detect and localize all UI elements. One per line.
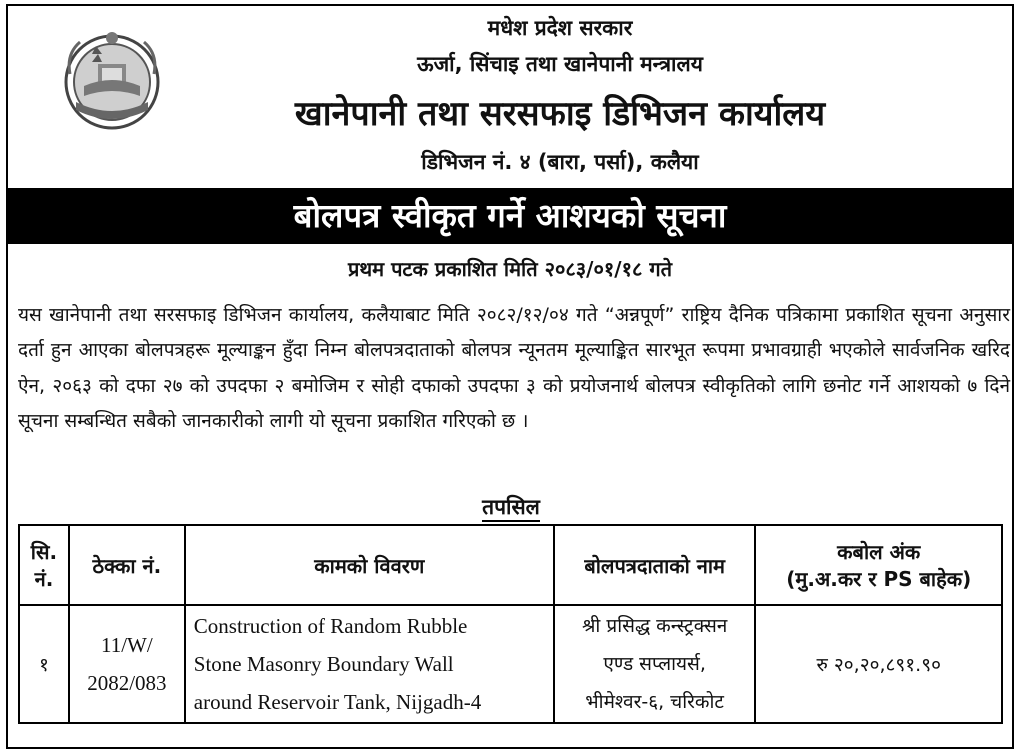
cell-serial-number: १ — [19, 605, 69, 723]
notice-body-paragraph: यस खानेपानी तथा सरसफाइ डिभिजन कार्यालय, कलैयाबाट मिति २०८२/१२/०४ गते “अन्नपूर्ण” राष्ट्रिय दैनिक पत्रिकामा प्रकाशित सूचना अनुसार दर्ता हुन आएका बोलपत्रहरू मूल्याङ्कन हुँदा निम्न बोलपत्रदाताको बोलपत्र न्यूनतम मूल्याङ्कित सारभूत रूपमा प्रभावग्राही भएकोले सार्वजनिक खरिद ऐन, २०६३ को दफा २७ को उपदफा २ बमोजिम र सोही दफाको उपदफा ३ को प्रयोजनार्थ बोलपत्र स्वीकृतिको लागि छनोट गर्ने आशयको ७ दिने सूचना सम्बन्धित सबैको जानकारीको लागी यो सूचना प्रकाशित गरिएको छ । — [18, 304, 1010, 432]
cell-bid-amount: रु २०,२०,८९१.९० — [755, 605, 1002, 723]
province-government-title: मधेश प्रदेश सरकार — [487, 16, 633, 40]
schedule-heading: तपसिल — [0, 493, 1022, 521]
cell-bidder-name: श्री प्रसिद्ध कन्स्ट्रक्सन एण्ड सप्लायर्स, भीमेश्वर-६, चरिकोट — [554, 605, 756, 723]
col-bidder-name: बोलपत्रदाताको नाम — [554, 525, 756, 605]
cell-work-description: Construction of Random Rubble Stone Masonry Boundary Wall around Reservoir Tank, Nijgadh-4 — [185, 605, 554, 723]
ministry-title: ऊर्जा, सिंचाइ तथा खानेपानी मन्त्रालय — [417, 52, 703, 76]
publication-date: प्रथम पटक प्रकाशित मिति २०८३/०१/१८ गते — [347, 257, 673, 281]
cell-contract-number: 11/W/ 2082/083 — [69, 605, 185, 723]
bid-schedule-table — [18, 524, 1003, 724]
col-work-description: कामको विवरण — [185, 525, 554, 605]
nepal-government-emblem-icon — [56, 24, 168, 134]
col-bid-amount: कबोल अंक (मु.अ.कर र PS बाहेक) — [755, 525, 1002, 605]
office-title: खानेपानी तथा सरसफाइ डिभिजन कार्यालय — [294, 94, 826, 134]
col-serial-number: सि. नं. — [19, 525, 69, 605]
table-header-row — [19, 525, 1002, 605]
notice-title-banner: बोलपत्र स्वीकृत गर्ने आशयको सूचना — [6, 188, 1014, 244]
table-row — [19, 605, 1002, 723]
col-contract-number: ठेक्का नं. — [69, 525, 185, 605]
division-address: डिभिजन नं. ४ (बारा, पर्सा), कलैया — [421, 150, 699, 174]
